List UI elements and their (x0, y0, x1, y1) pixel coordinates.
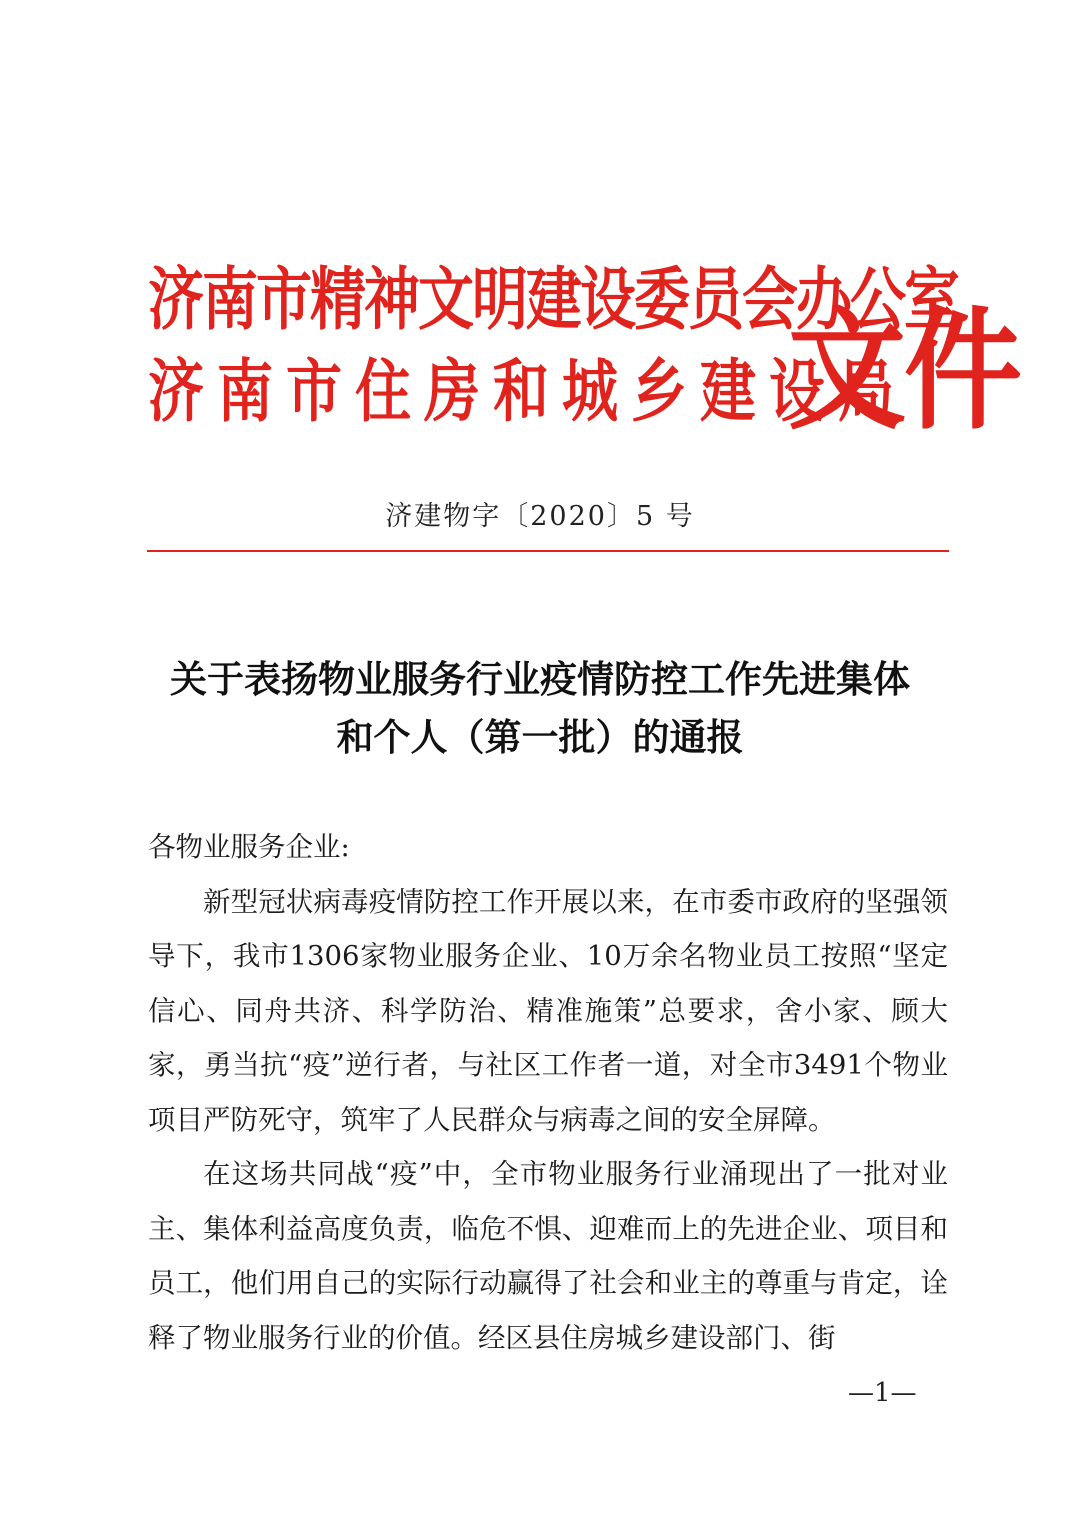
document-mark: 文件 (788, 293, 1021, 448)
title-line-2: 和个人（第一批）的通报 (336, 715, 744, 759)
document-number: 济建物字〔2020〕5 号 (385, 501, 695, 532)
issuing-org-1: 济南市精神文明建设委员会办公室 (148, 260, 958, 340)
document-title (0, 650, 1080, 766)
title-line-1: 关于表扬物业服务行业疫情防控工作先进集体 (170, 657, 910, 701)
paragraph-1: 新型冠状病毒疫情防控工作开展以来，在市委市政府的坚强领导下，我市1306家物业服务企业、10万余名物业员工按照“坚定信心、同舟共济、科学防治、精准施策”总要求，舍小家、顾大家，勇当抗“疫”逆行者，与社区工作者一道，对全市3491个物业项目严防死守，筑牢了人民群众与病毒之间的安全屏障。 (148, 885, 948, 1136)
paragraph-2: 在这场共同战“疫”中，全市物业服务行业涌现出了一批对业主、集体利益高度负责，临危不惧、迎难而上的先进企业、项目和员工，他们用自己的实际行动赢得了社会和业主的尊重与肯定，诠释了物业服务行业的价值。经区县住房城乡建设部门、街 (148, 1158, 948, 1354)
issuing-org-2: 济南市住房和城乡建设局 (148, 352, 907, 432)
red-divider-line (147, 550, 949, 552)
salutation: 各物业服务企业: (148, 831, 350, 863)
page-number: —1— (848, 1378, 917, 1408)
document-body (148, 820, 948, 1365)
red-header (148, 238, 1021, 448)
